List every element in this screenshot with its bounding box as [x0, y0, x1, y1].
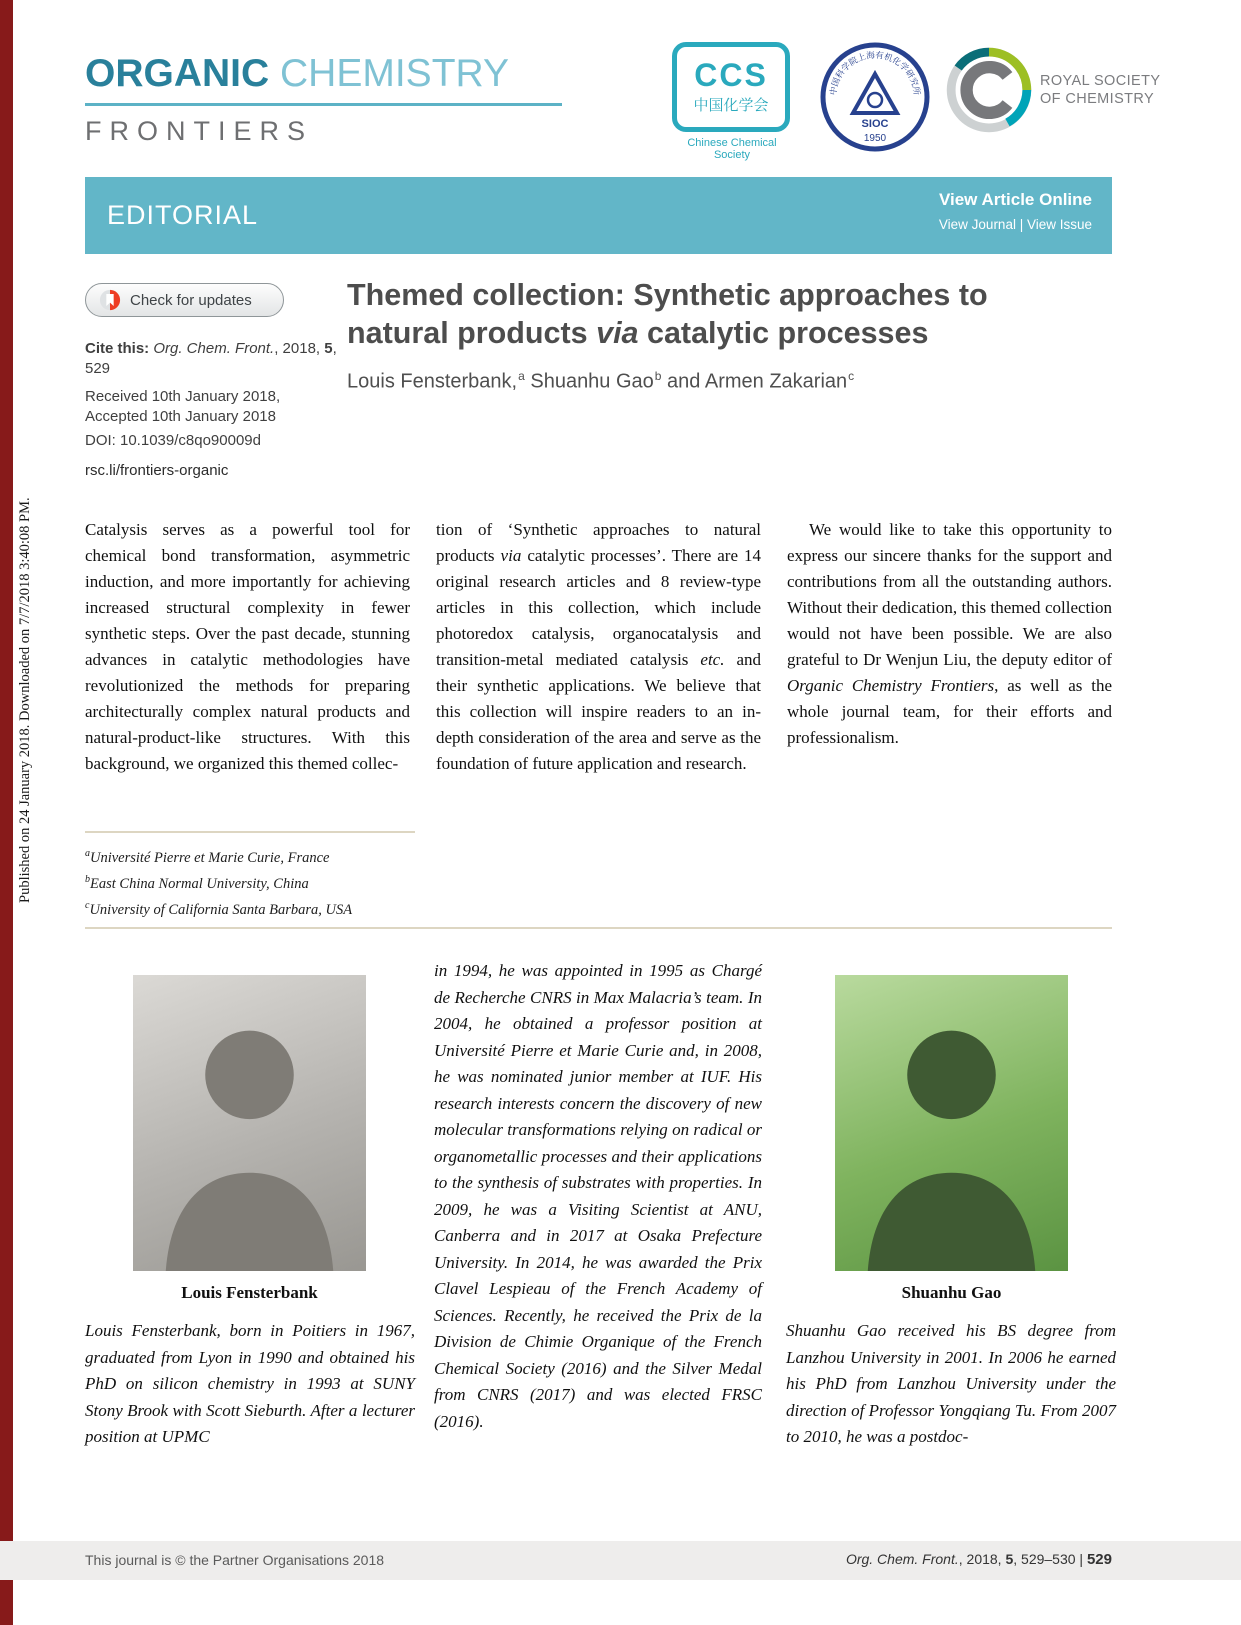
article-title [347, 276, 1047, 352]
sioc-label: SIOC [861, 118, 889, 130]
louis-fensterbank-caption: Louis Fensterbank [181, 1283, 318, 1302]
author-zakarian: and Armen Zakarian [661, 370, 848, 393]
affiliation-c-sup: c [85, 899, 90, 911]
affiliations [85, 843, 352, 920]
shuanhu-gao-photo [835, 975, 1068, 1271]
title-text-2: catalytic processes [638, 316, 929, 350]
banner-links [939, 190, 1092, 232]
affiliation-a-sup: a [85, 848, 90, 859]
body-col3-journal-italic: Organic Chemistry Frontiers [787, 676, 995, 695]
rsc-swirl-icon [945, 46, 1033, 134]
affiliation-sup-a: a [518, 369, 525, 383]
journal-logo [85, 52, 562, 147]
footer-page-number: 529 [1086, 1551, 1112, 1568]
ccs-logo-box [672, 42, 790, 132]
doi: DOI: 10.1039/c8qo90009d [85, 432, 261, 449]
footer-volume: 5 [1005, 1551, 1014, 1567]
sioc-logo [820, 42, 930, 152]
rsc-logo [945, 46, 1160, 134]
journal-logo-rule [85, 103, 562, 106]
check-for-updates-button[interactable] [85, 283, 284, 317]
affiliation-a-text: Université Pierre et Marie Curie, France [90, 849, 330, 866]
journal-name-organic: ORGANIC [85, 52, 270, 95]
body-col2-text-1: tion of ‘Synthetic approaches to natural products [436, 520, 761, 565]
received-date: Received 10th January 2018, [85, 388, 281, 405]
body-col2-text-2: catalytic processes’. There are 14 original research articles and 8 review-type articles in this collection, which include photoredox catalysis, organocatalysis and transition-metal mediated catalysis [436, 546, 761, 669]
affiliation-b-sup: b [85, 873, 90, 885]
page-footer [0, 1541, 1241, 1580]
body-col3-text-2: , as well as the whole journal team, for their efforts and professionalism. [787, 676, 1112, 747]
affiliation-c-text: University of California Santa Barbara, USA [89, 901, 353, 918]
view-journal-issue-links[interactable]: View Journal | View Issue [938, 217, 1092, 232]
accepted-date: Accepted 10th January 2018 [85, 408, 276, 425]
body-col2-etc-italic: etc. [700, 650, 725, 669]
check-for-updates-label: Check for updates [130, 291, 252, 309]
citation [85, 339, 347, 379]
author-gao: Shuanhu Gao [524, 370, 654, 393]
title-via-italic: via [596, 316, 639, 350]
sioc-emblem-icon [820, 42, 930, 152]
footer-journal-name: Org. Chem. Front. [845, 1551, 959, 1567]
affiliation-sup-b: b [654, 369, 662, 383]
footer-separator: | [1075, 1551, 1087, 1567]
author-list [347, 369, 854, 394]
ccs-caption: Chinese Chemical Society [687, 137, 777, 161]
journal-name-frontiers: FRONTIERS [85, 116, 314, 146]
ccs-logo [672, 42, 792, 161]
download-stamp-text: Published on 24 January 2018. Downloaded on 7/7/2018 3:40:08 PM. [17, 497, 33, 903]
body-col3-text-1: We would like to take this opportunity to express our sincere thanks for the support and contributions from all the outstanding authors. Without their dedication, this themed collection would not have been possible. We are also grateful to Dr Wenjun Liu, the deputy editor of [787, 520, 1112, 669]
affiliation-c [85, 895, 352, 921]
affiliation-b-text: East China Normal University, China [90, 875, 309, 892]
article-body [85, 517, 1112, 777]
page-edge-bar [0, 0, 13, 1625]
footer-pages: , 529–530 [1013, 1551, 1076, 1567]
journal-name-chemistry: CHEMISTRY [280, 52, 509, 95]
louis-fensterbank-bio-continued: in 1994, he was appointed in 1995 as Chargé de Recherche CNRS in Max Malacria’s team. In 2004, he obtained a professor position at Université Pierre et Marie Curie and, in 2008, he was nominated junior member at IUF. His research interests concern the discovery of new molecular transformations relying on radical or organometallic processes and their applications to the synthesis of substrates with properties. In 2009, he was a Visiting Scientist at ANU, Canberra and in 2017 at Osaka Prefecture University. In 2014, he was awarded the Prix Clavel Lespieau of the French Academy of Sciences. Recently, he received the Prix de la Division de Chimie Organique of the French Chemical Society (2016) and the Silver Medal from CNRS (2017) and was elected FRSC (2016). [434, 961, 762, 1431]
rsc-wordmark [1040, 72, 1160, 108]
footer-year: , 2018, [958, 1551, 1006, 1567]
shuanhu-gao-caption: Shuanhu Gao [901, 1283, 1002, 1302]
editorial-label: EDITORIAL [107, 200, 259, 230]
footnote-rule [85, 831, 415, 833]
ccs-acronym: CCS [694, 57, 768, 93]
ccs-chinese-name: 中国化学会 [693, 97, 769, 114]
journal-name [85, 52, 562, 96]
section-divider-rule [85, 927, 1112, 929]
sioc-year: 1950 [863, 133, 887, 144]
footer-citation [846, 1551, 1112, 1568]
cite-page: , 529 [85, 340, 337, 377]
louis-fensterbank-bio: Louis Fensterbank, born in Poitiers in 1967, graduated from Lyon in 1990 and obtained his PhD on silicon chemistry in 1993 at SUNY Stony Brook with Scott Sieburth. After a lecturer position at UPMC [85, 1321, 415, 1446]
cite-this-label: Cite this: [85, 340, 154, 357]
cite-journal-name: Org. Chem. Front. [153, 340, 275, 357]
title-text-1: Themed collection: Synthetic approaches to natural products [347, 278, 988, 350]
journal-url-link[interactable]: rsc.li/frontiers-organic [85, 462, 229, 479]
affiliation-b [85, 869, 352, 895]
shuanhu-gao-bio: Shuanhu Gao received his BS degree from Lanzhou University in 2001. In 2006 he earned his PhD from Lanzhou University under the direction of Professor Yongqiang Tu. From 2007 to 2010, he was a postdoc- [786, 1321, 1116, 1446]
view-article-online-link[interactable]: View Article Online [938, 190, 1092, 209]
body-column-3 [787, 517, 1112, 777]
author-fensterbank: Louis Fensterbank, [347, 370, 518, 393]
body-column-1: Catalysis serves as a powerful tool for chemical bond transformation, asymmetric induction, and more importantly for achieving increased structural complexity in fewer synthetic steps. Over the past decade, stunning advances in catalytic methodologies have revolutionized the methods for preparing architecturally complex natural products and natural-product-like structures. With this background, we organized this themed collec- [85, 520, 410, 773]
cite-volume: 5 [324, 340, 333, 357]
louis-fensterbank-photo [133, 975, 366, 1271]
person-silhouette-icon [835, 977, 1068, 1271]
rsc-line2: OF CHEMISTRY [1040, 91, 1155, 107]
body-column-2 [436, 517, 761, 777]
received-accepted-dates [85, 387, 280, 427]
body-col2-via-italic: via [500, 546, 522, 565]
editorial-banner [85, 177, 1112, 254]
affiliation-a [85, 843, 352, 869]
crossmark-icon [99, 289, 121, 311]
footer-copyright: This journal is © the Partner Organisations 2018 [85, 1552, 385, 1568]
cite-year: , 2018, [274, 340, 325, 357]
affiliation-sup-c: c [848, 369, 855, 383]
rsc-line1: ROYAL SOCIETY [1040, 73, 1161, 89]
sioc-ring-text: 中国科学院上海有机化学研究所 [827, 49, 923, 96]
body-col2-text-3: and their synthetic applications. We believe that this collection will inspire readers to an in-depth consideration of the area and serve as the foundation of future application and research. [436, 650, 762, 773]
person-silhouette-icon [133, 977, 366, 1271]
